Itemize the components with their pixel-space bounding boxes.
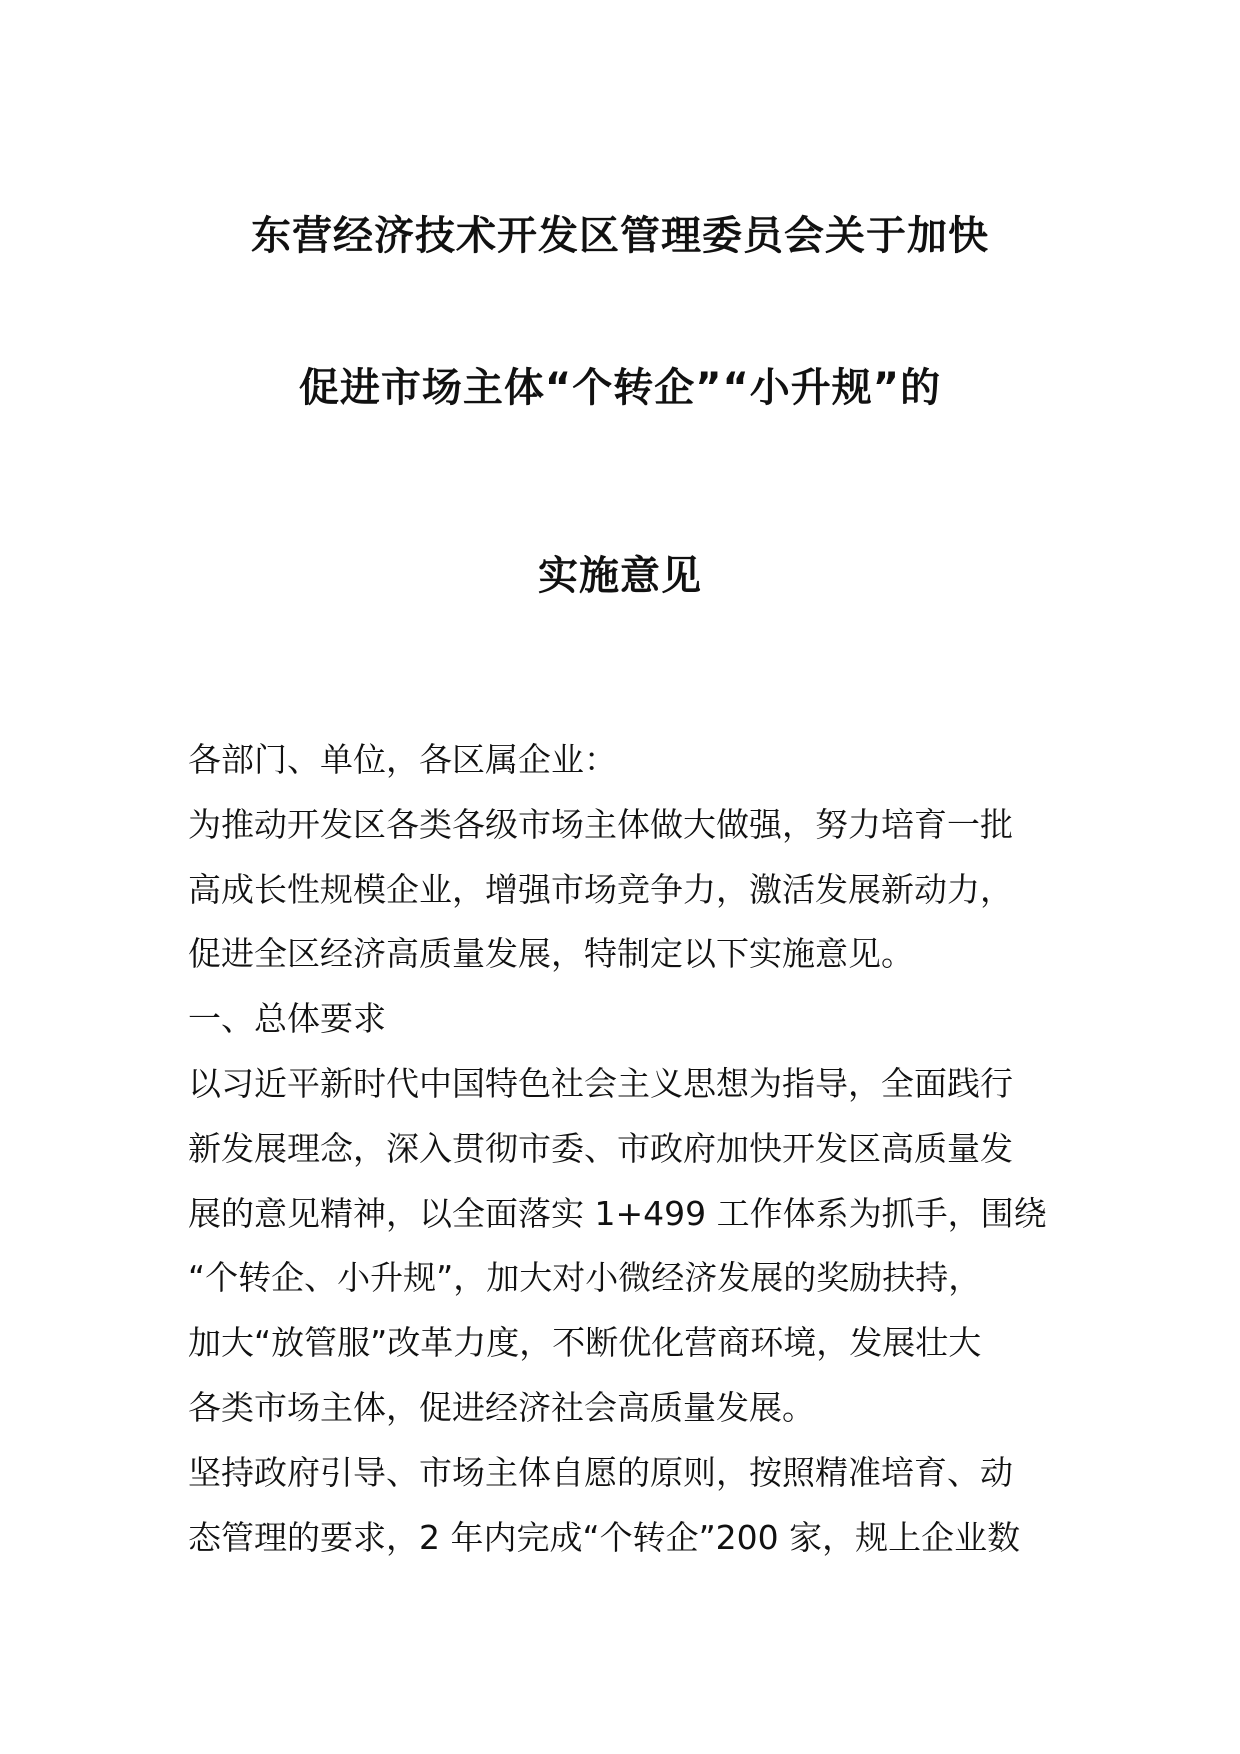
section-1-p1-line-3: 展的意见精神，以全面落实 1+499 工作体系为抓手，围绕 [188, 1193, 1047, 1233]
salutation [188, 728, 1068, 793]
document-body [188, 728, 1068, 1570]
salutation-line: 各部门、单位，各区属企业： [188, 740, 617, 779]
section-1-p1-line-6: 各类市场主体，促进经济社会高质量发展。 [188, 1387, 815, 1427]
section-1-p1-line-2: 新发展理念，深入贯彻市委、市政府加快开发区高质量发 [188, 1128, 1013, 1168]
document-title-line-2: 促进市场主体“个转企”“小升规”的 [298, 365, 942, 411]
section-1-p2-line-2: 态管理的要求，2 年内完成“个转企”200 家，规上企业数 [188, 1517, 1021, 1557]
section-1-p1-line-4: “个转企、小升规”，加大对小微经济发展的奖励扶持， [188, 1258, 982, 1298]
intro-line-3: 促进全区经济高质量发展，特制定以下实施意见。 [188, 934, 914, 974]
document-title-line-3: 实施意见 [538, 553, 702, 599]
section-1-paragraph-2 [188, 1441, 1068, 1571]
section-1-p1-line-5: 加大“放管服”改革力度，不断优化营商环境，发展壮大 [188, 1323, 982, 1363]
section-1-p1-line-1: 以习近平新时代中国特色社会主义思想为指导，全面践行 [188, 1063, 1013, 1103]
section-1-paragraph-1 [188, 1052, 1068, 1441]
section-1-heading [188, 987, 1068, 1052]
intro-line-1: 为推动开发区各类各级市场主体做大做强，努力培育一批 [188, 804, 1013, 844]
intro-line-2: 高成长性规模企业，增强市场竞争力，激活发展新动力， [188, 869, 1013, 909]
section-1-heading-text: 一、总体要求 [188, 999, 386, 1039]
section-1-p2-line-1: 坚持政府引导、市场主体自愿的原则，按照精准培育、动 [188, 1452, 1013, 1492]
intro-paragraph [188, 793, 1068, 987]
document-title-line-1: 东营经济技术开发区管理委员会关于加快 [251, 213, 989, 259]
